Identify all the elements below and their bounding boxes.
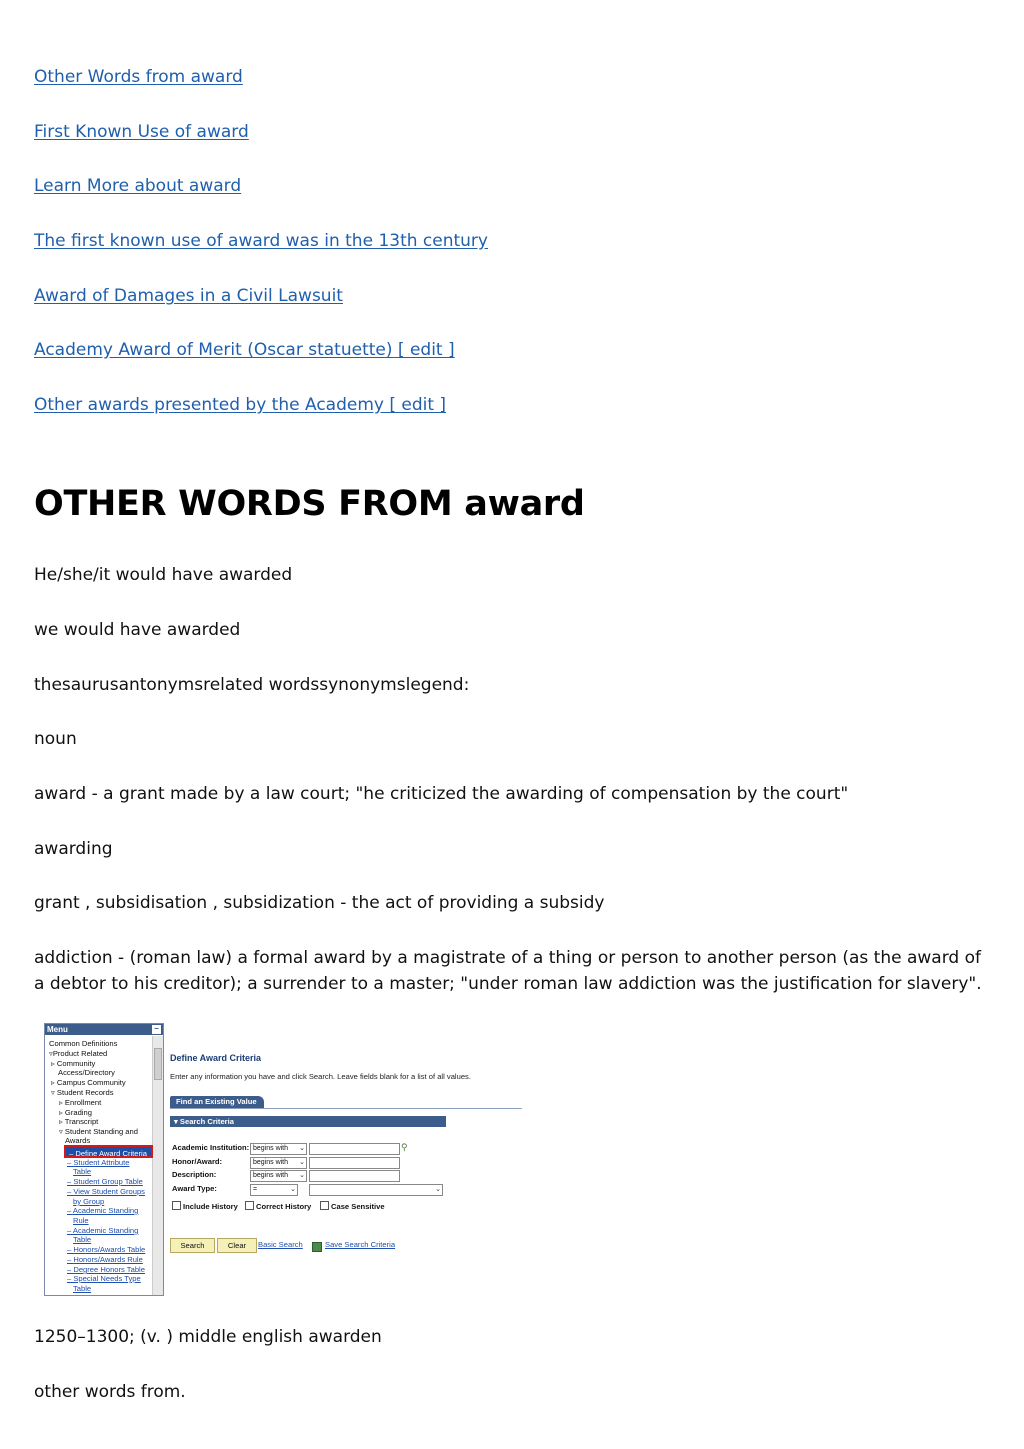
link-other-words[interactable]: Other Words from award <box>34 67 243 87</box>
operator-select[interactable]: begins with ⌄ <box>250 1143 307 1155</box>
paragraph: we would have awarded <box>34 620 241 640</box>
dropdown-arrow-icon: ⌄ <box>299 1159 305 1166</box>
operator-select[interactable]: = ⌄ <box>250 1184 298 1196</box>
menu-item[interactable]: Access/Directory <box>58 1068 115 1077</box>
field-label: Academic Institution: <box>172 1143 250 1152</box>
collapse-arrow-icon: ▿ <box>49 1049 53 1058</box>
link-award-of-damages[interactable]: Award of Damages in a Civil Lawsuit <box>34 286 343 306</box>
save-search-criteria-link[interactable]: Save Search Criteria <box>325 1240 396 1249</box>
paragraph: addiction - (roman law) a formal award by a magistrate of a thing or person to another person (as the award of a debtor to his creditor); a surrender to a master; "under roman law addiction was the justification for slavery". <box>34 948 982 994</box>
field-label: Description: <box>172 1170 217 1179</box>
link-first-known-use[interactable]: First Known Use of award <box>34 122 249 142</box>
menu-item-selected[interactable]: – Define Award Criteria <box>64 1145 153 1158</box>
operator-select[interactable]: begins with ⌄ <box>250 1170 307 1182</box>
collapse-icon[interactable]: − <box>152 1025 161 1034</box>
paragraph: awarding <box>34 839 113 859</box>
menu-subitem[interactable]: – Academic Standing <box>67 1206 139 1215</box>
menu-subitem[interactable]: Table <box>73 1235 92 1244</box>
link-other-academy-awards[interactable]: Other awards presented by the Academy [ edit ] <box>34 395 447 415</box>
link-learn-more[interactable]: Learn More about award <box>34 176 242 196</box>
menu-subitem[interactable]: – Honors/Awards Table <box>67 1245 146 1254</box>
menu-subitem[interactable]: – Academic Standing <box>67 1226 139 1235</box>
basic-search-link[interactable]: Basic Search <box>258 1240 303 1249</box>
nav-menu <box>44 1023 164 1296</box>
page-heading: OTHER WORDS FROM award <box>34 484 585 524</box>
case-sensitive-checkbox[interactable]: Case Sensitive <box>320 1201 385 1211</box>
menu-subitem[interactable]: – Honors/Awards Rule <box>67 1255 143 1264</box>
form-description: Enter any information you have and click Search. Leave fields blank for a list of all values. <box>170 1072 471 1081</box>
tab-find-existing-value[interactable]: Find an Existing Value <box>170 1096 264 1108</box>
dropdown-arrow-icon: ⌄ <box>290 1186 296 1193</box>
paragraph: thesaurusantonymsrelated wordssynonymslegend: <box>34 675 470 695</box>
menu-item[interactable]: Common Definitions <box>49 1039 118 1048</box>
save-icon[interactable] <box>312 1242 322 1252</box>
award-type-select[interactable] <box>309 1184 443 1196</box>
expand-arrow-icon: ▹ <box>51 1078 57 1087</box>
paragraph: noun <box>34 729 77 749</box>
expand-arrow-icon: ▹ <box>59 1117 65 1126</box>
menu-subitem[interactable]: Table <box>73 1167 92 1176</box>
menu-title: Menu <box>47 1025 68 1034</box>
dropdown-arrow-icon: ⌄ <box>299 1145 305 1152</box>
form-title: Define Award Criteria <box>170 1053 262 1063</box>
tab-divider <box>170 1108 522 1109</box>
link-first-known-use-century[interactable]: The first known use of award was in the 13th century <box>34 231 488 251</box>
expand-arrow-icon: ▹ <box>59 1098 65 1107</box>
menu-item[interactable]: ▿Product Related <box>49 1049 108 1058</box>
field-label: Award Type: <box>172 1184 217 1193</box>
operator-select[interactable]: begins with ⌄ <box>250 1157 307 1169</box>
paragraph: grant , subsidisation , subsidization - the act of providing a subsidy <box>34 893 605 913</box>
menu-item[interactable]: ▹ Community <box>51 1059 96 1068</box>
search-criteria-header[interactable]: ▾ Search Criteria <box>170 1116 446 1127</box>
menu-subitem[interactable]: – View Student Groups <box>67 1187 145 1196</box>
collapse-arrow-icon: ▿ <box>51 1088 57 1097</box>
menu-subitem[interactable]: – Student Attribute <box>67 1158 130 1167</box>
lookup-icon[interactable]: ⚲ <box>401 1142 408 1152</box>
menu-item[interactable]: ▹ Grading <box>59 1108 92 1117</box>
dropdown-arrow-icon: ⌄ <box>435 1186 441 1193</box>
menu-item[interactable]: ▹ Campus Community <box>51 1078 126 1087</box>
menu-scrollbar[interactable] <box>152 1036 163 1295</box>
expand-arrow-icon: ▹ <box>51 1059 57 1068</box>
clear-button[interactable]: Clear <box>217 1238 257 1253</box>
etymology: 1250–1300; (v. ) middle english awarden <box>34 1327 382 1347</box>
menu-item[interactable]: Awards <box>65 1136 91 1145</box>
menu-subitem[interactable]: Rule <box>73 1216 89 1225</box>
expand-arrow-icon: ▹ <box>59 1108 65 1117</box>
correct-history-checkbox[interactable]: Correct History <box>245 1201 311 1211</box>
honor-award-input[interactable] <box>309 1157 400 1169</box>
include-history-checkbox[interactable]: Include History <box>172 1201 238 1211</box>
description-input[interactable] <box>309 1170 400 1182</box>
paragraph: award - a grant made by a law court; "he criticized the awarding of compensation by the court" <box>34 784 849 804</box>
field-label: Honor/Award: <box>172 1157 223 1166</box>
embedded-screenshot <box>44 1023 524 1295</box>
menu-item[interactable]: ▿ Student Standing and <box>59 1127 138 1136</box>
footer-text: other words from. <box>34 1382 186 1402</box>
search-button[interactable]: Search <box>170 1238 215 1253</box>
search-form <box>170 1023 524 1295</box>
dropdown-arrow-icon: ⌄ <box>299 1172 305 1179</box>
paragraph: He/she/it would have awarded <box>34 565 293 585</box>
menu-header <box>45 1024 163 1035</box>
academic-institution-input[interactable] <box>309 1143 400 1155</box>
menu-item[interactable]: ▹ Transcript <box>59 1117 99 1126</box>
menu-subitem[interactable]: Table <box>73 1284 92 1293</box>
link-academy-award-merit[interactable]: Academy Award of Merit (Oscar statuette) [ edit ] <box>34 340 455 360</box>
menu-item[interactable]: ▿ Student Records <box>51 1088 114 1097</box>
collapse-arrow-icon: ▾ <box>174 1117 180 1126</box>
menu-subitem[interactable]: by Group <box>73 1197 105 1206</box>
collapse-arrow-icon: ▿ <box>59 1127 65 1136</box>
menu-item[interactable]: ▹ Enrollment <box>59 1098 102 1107</box>
menu-subitem[interactable]: – Student Group Table <box>67 1177 143 1186</box>
menu-subitem[interactable]: – Special Needs Type <box>67 1274 141 1283</box>
menu-subitem[interactable]: – Degree Honors Table <box>67 1265 145 1274</box>
